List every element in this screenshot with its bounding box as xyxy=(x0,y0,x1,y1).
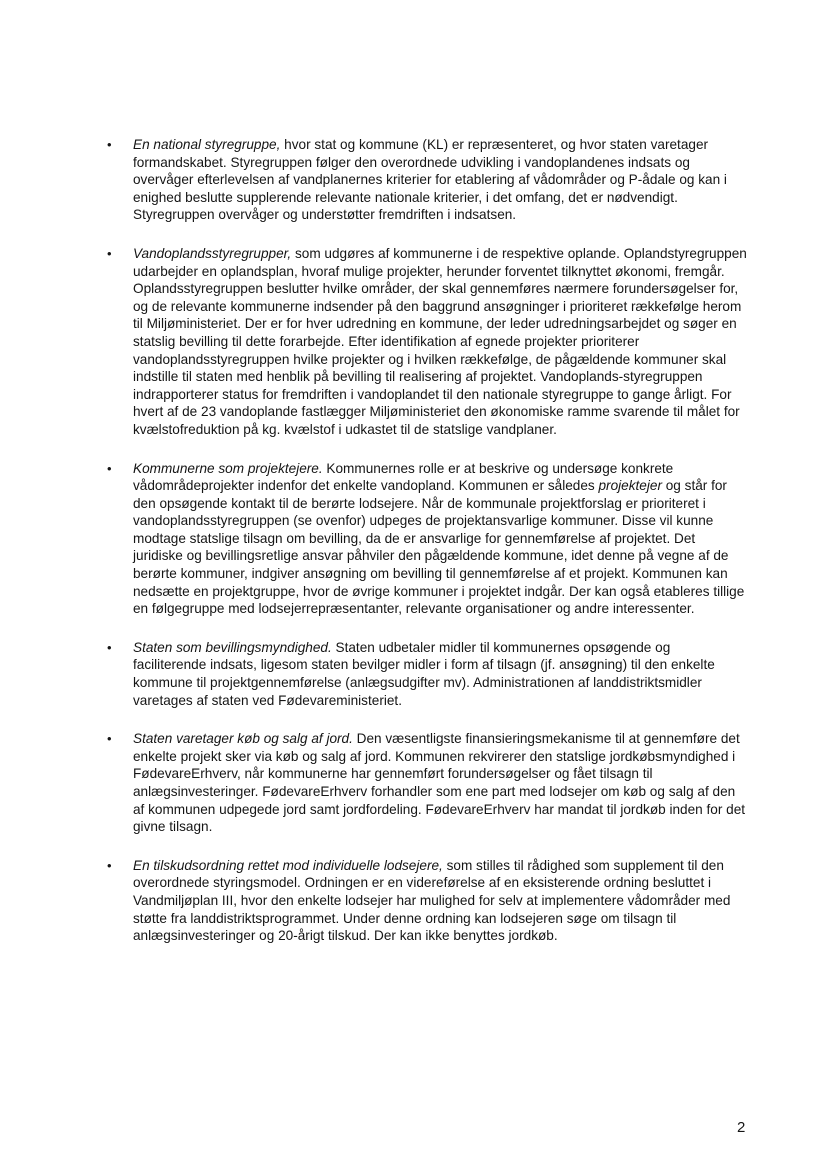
bullet-list xyxy=(107,136,747,945)
item-lead: Kommunerne som projektejere. xyxy=(133,460,323,476)
item-lead: Staten varetager køb og salg af jord. xyxy=(133,731,353,747)
list-item xyxy=(107,639,747,709)
page-number: 2 xyxy=(737,1119,746,1136)
item-text-continued: og står for den opsøgende kontakt til de berørte lodsejere. Når de kommunale projektforslag er prioriteret i vandoplandsstyregruppen (se ovenfor) udpeges de projektansvarlige kommuner. Disse vil kunne modtage statslige tilsagn om bevilling, da de er ansvarlige for gennemførelse af projektet. Det juridiske og bevillingsretlige ansvar påhviler den pågældende kommune, idet denne på vegne af de berørte kommuner, indgiver ansøgning om bevilling til gennemførelse af et projekt. Kommunen kan nedsætte en projektgruppe, hvor de øvrige kommuner i projektet indgår. Der kan også etableres tillige en følgegruppe med lodsejerrepræsentanter, relevante organisationer og andre interessenter. xyxy=(133,478,745,617)
item-lead: Staten som bevillingsmyndighed. xyxy=(133,639,332,655)
item-text: Staten udbetaler midler til kommunernes opsøgende og faciliterende indsats, ligesom staten bevilger midler i form af tilsagn (jf. ansøgning) til den enkelte kommune til projektgennemførelse (anlægsudgifter mv). Administrationen af landdistriktsmidler varetages af staten ved Fødevareministeriet. xyxy=(133,639,715,708)
list-item xyxy=(107,857,747,945)
bullet-icon: • xyxy=(107,460,112,476)
bullet-icon: • xyxy=(107,137,112,152)
item-lead: En tilskudsordning rettet mod individuelle lodsejere, xyxy=(133,857,443,873)
item-text: som stilles til rådighed som supplement til den overordnede styringsmodel. Ordningen er en videreførelse af en eksisterende ordning besluttet i Vandmiljøplan III, hvor den enkelte lodsejer har mulighed for selv at implementere vådområder med støtte fra landdistriktsprogrammet. Under denne ordning kan lodsejeren søge om tilsagn til anlægsinvesteringer og 20-årigt tilskud. Der kan ikke benyttes jordkøb. xyxy=(133,857,731,944)
item-text: Den væsentligste finansieringsmekanisme til at gennemføre det enkelte projekt sker via køb og salg af jord. Kommunen rekvirerer den statslige jordkøbsmyndighed i FødevareErhverv, når kommunerne har gennemført forundersøgelser og fået tilsagn til anlægsinvesteringer. FødevareErhverv forhandler som ene part med lodsejer om køb og salg af den af kommunen udpegede jord samt jordfordeling. FødevareErhverv har mandat til jordkøb inden for det givne tilsagn. xyxy=(133,731,746,835)
bullet-icon: • xyxy=(107,731,112,747)
bullet-icon: • xyxy=(107,639,112,655)
item-text: Kommunernes rolle er at beskrive og undersøge konkrete vådområdeprojekter indenfor det enkelte vandopland. Kommunen er således xyxy=(133,460,674,494)
bullet-icon: • xyxy=(107,857,112,873)
list-item xyxy=(107,136,747,224)
list-item xyxy=(107,460,747,618)
item-text: som udgøres af kommunerne i de respektive oplande. Oplandstyregruppen udarbejder en oplandsplan, hvoraf mulige projekter, herunder forventet tilknyttet økonomi, fremgår. Oplandsstyregruppen beslutter hvilke områder, der skal gennemføres nærmere forundersøgelser for, og de relevante kommunerne indsender på den baggrund ansøgninger i prioriteret rækkefølge herom til Miljøministeriet. Der er for hver udredning en kommune, der leder udredningsarbejdet og søger en statslig bevilling til dette forarbejde. Efter identifikation af egnede projekter prioriterer vandoplandsstyregruppen hvilke projekter og i hvilken rækkefølge, de pågældende kommuner skal indstille til staten med henblik på bevilling til realisering af projektet. Vandoplands-styregruppen indrapporterer status for fremdriften i vandoplandet til den nationale styregruppe to gange årligt. For hvert af de 23 vandoplande fastlægger Miljøministeriet den økonomiske ramme svarende til målet for kvælstofreduktion på kg. kvælstof i udkastet til de statslige vandplaner. xyxy=(133,245,747,437)
item-inline-italic: projektejer xyxy=(598,478,662,494)
list-item xyxy=(107,730,747,836)
bullet-icon: • xyxy=(107,245,112,261)
item-lead: En national styregruppe, xyxy=(133,137,281,152)
item-text: hvor stat og kommune (KL) er repræsenteret, og hvor staten varetager formandskabet. Styregruppen følger den overordnede udvikling i vandoplandenes indsats og overvåger efterlevelsen af vandplanernes kriterier for etablering af vådområder og P-ådale og kan i enighed beslutte supplerende relevante nationale kriterier, i det omfang, det er nødvendigt. Styregruppen overvåger og understøtter fremdriften i indsatsen. xyxy=(133,137,727,223)
list-item xyxy=(107,245,747,439)
item-lead: Vandoplandsstyregrupper, xyxy=(133,245,292,261)
